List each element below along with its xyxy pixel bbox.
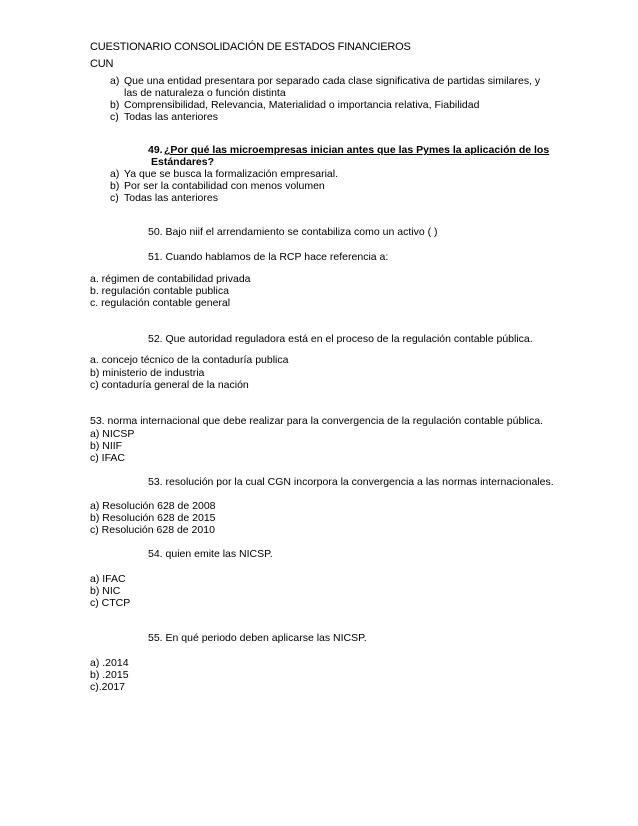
q53b-option-b: b) Resolución 628 de 2015 <box>90 512 216 524</box>
q54-option-a: a) IFAC <box>90 573 126 585</box>
q48-option-b-label: b) <box>110 99 120 111</box>
q49-question-line1: ¿Por qué las microempresas inician antes que las Pymes la aplicación de los <box>164 144 550 156</box>
q48-option-a-text-line1: Que una entidad presentara por separado cada clase significativa de partidas similares, y <box>124 75 541 87</box>
q48-option-c-label: c) <box>110 111 119 123</box>
q48-option-b-text: Comprensibilidad, Relevancia, Materialidad o importancia relativa, Fiabilidad <box>124 99 480 111</box>
q53a-question: 53. norma internacional que debe realizar para la convergencia de la regulación contable pública. <box>90 415 543 427</box>
q51-option-a: a. régimen de contabilidad privada <box>90 273 251 285</box>
q54-option-b: b) NIC <box>90 585 121 597</box>
q49-option-c-text: Todas las anteriores <box>124 192 218 204</box>
q53b-question: 53. resolución por la cual CGN incorpora la convergencia a las normas internacionales. <box>148 476 554 488</box>
q48-option-a-text-line2: las de naturaleza o función distinta <box>124 87 286 99</box>
q53a-option-b: b) NIIF <box>90 440 123 452</box>
q55-option-a: a) .2014 <box>90 657 129 669</box>
q48-option-a-label: a) <box>110 75 120 87</box>
q49-option-a-label: a) <box>110 168 120 180</box>
q55-question: 55. En qué periodo deben aplicarse las NICSP. <box>148 632 367 644</box>
q52-question: 52. Que autoridad reguladora está en el proceso de la regulación contable pública. <box>148 333 533 345</box>
q51-question: 51. Cuando hablamos de la RCP hace referencia a: <box>148 251 389 263</box>
q52-option-c: c) contaduría general de la nación <box>90 379 249 391</box>
q52-option-a: a. concejo técnico de la contaduría publica <box>90 354 289 366</box>
q49-option-b-label: b) <box>110 180 120 192</box>
q55-option-c: c).2017 <box>90 681 126 693</box>
q53a-option-c: c) IFAC <box>90 452 126 464</box>
q53b-option-a: a) Resolución 628 de 2008 <box>90 500 216 512</box>
q53b-option-c: c) Resolución 628 de 2010 <box>90 524 215 536</box>
q55-option-b: b) .2015 <box>90 669 129 681</box>
q50-question: 50. Bajo niif el arrendamiento se contabiliza como un activo ( ) <box>148 226 438 238</box>
q49-number: 49. <box>148 144 163 156</box>
q48-option-c-text: Todas las anteriores <box>124 111 218 123</box>
q49-question-line2: Estándares? <box>151 156 215 168</box>
q52-option-b: b) ministerio de industria <box>90 367 205 379</box>
q54-question: 54. quien emite las NICSP. <box>148 548 273 560</box>
q49-option-a-text: Ya que se busca la formalización empresarial. <box>124 168 338 180</box>
q51-option-c: c. regulación contable general <box>90 297 231 309</box>
institution-name: CUN <box>90 58 114 70</box>
q49-option-b-text: Por ser la contabilidad con menos volumen <box>124 180 325 192</box>
q51-option-b: b. regulación contable publica <box>90 285 229 297</box>
q49-option-c-label: c) <box>110 192 119 204</box>
document-title: CUESTIONARIO CONSOLIDACIÓN DE ESTADOS FINANCIEROS <box>90 41 411 53</box>
q53a-option-a: a) NICSP <box>90 428 135 440</box>
q54-option-c: c) CTCP <box>90 597 131 609</box>
